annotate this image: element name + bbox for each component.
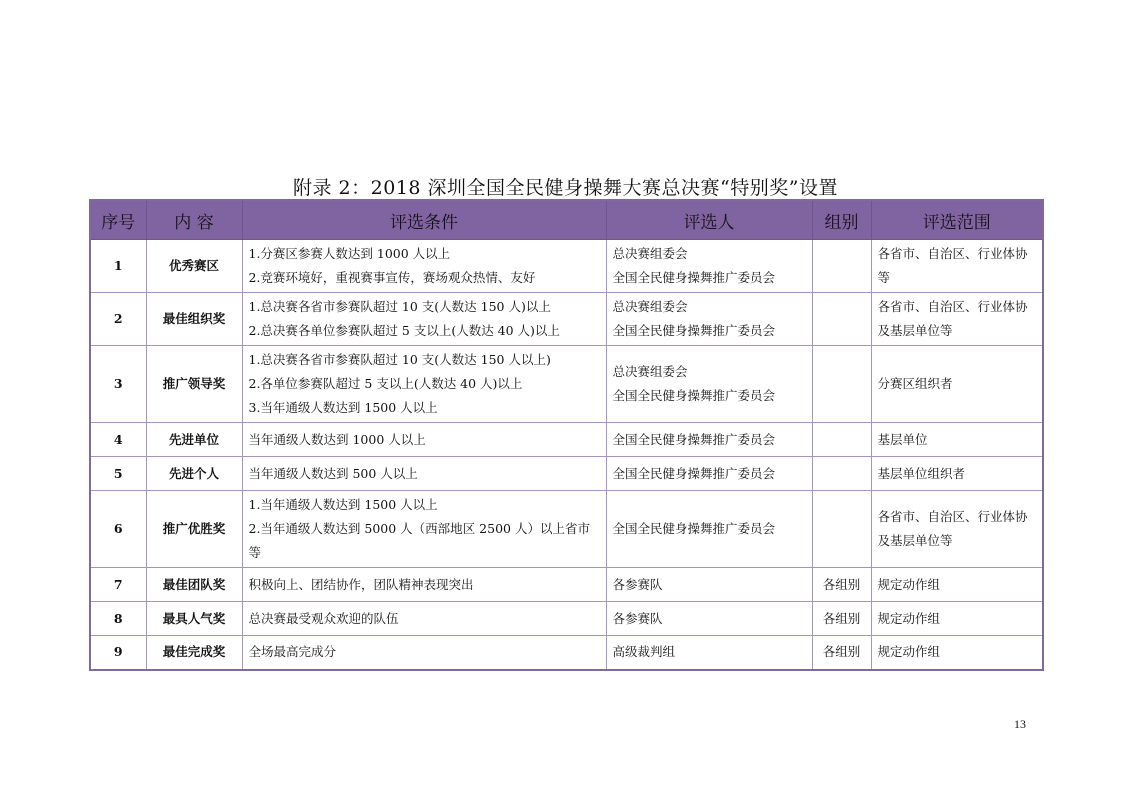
table-header-row: [90, 200, 1043, 240]
award-group: [812, 240, 871, 293]
award-scope: 规定动作组: [871, 568, 1043, 602]
condition-line: 1.分赛区参赛人数达到 1000 人以上: [248, 246, 451, 261]
header-no: 序号: [90, 200, 146, 240]
award-scope: 规定动作组: [871, 602, 1043, 636]
award-group: [812, 491, 871, 568]
condition-line: 3.当年通级人数达到 1500 人以上: [248, 400, 438, 415]
award-name: 推广领导奖: [146, 346, 242, 423]
condition-line: 1.总决赛各省市参赛队超过 10 支(人数达 150 人以上): [248, 352, 551, 367]
award-conditions: [242, 240, 606, 293]
award-group: [812, 423, 871, 457]
condition-line: 1.总决赛各省市参赛队超过 10 支(人数达 150 人)以上: [248, 299, 551, 314]
award-conditions: [242, 602, 606, 636]
award-selectors: [606, 346, 812, 423]
table-row: [90, 457, 1043, 491]
selector-line: 总决赛组委会: [612, 364, 688, 379]
award-group: [812, 457, 871, 491]
award-conditions: [242, 423, 606, 457]
award-conditions: [242, 568, 606, 602]
selector-line: 全国全民健身操舞推广委员会: [612, 521, 776, 536]
award-scope: 各省市、自治区、行业体协及基层单位等: [871, 293, 1043, 346]
selector-line: 全国全民健身操舞推广委员会: [612, 270, 776, 285]
row-number: 7: [90, 568, 146, 602]
award-selectors: [606, 602, 812, 636]
award-conditions: [242, 636, 606, 670]
row-number: 5: [90, 457, 146, 491]
condition-line: 积极向上、团结协作，团队精神表现突出: [248, 576, 474, 592]
award-selectors: [606, 293, 812, 346]
selector-line: 各参赛队: [612, 610, 663, 626]
award-conditions: [242, 491, 606, 568]
award-group: [812, 293, 871, 346]
table-row: [90, 491, 1043, 568]
award-conditions: [242, 457, 606, 491]
condition-line: 全场最高完成分: [248, 644, 337, 660]
document-title: 附录 2：2018 深圳全国全民健身操舞大赛总决赛“特别奖”设置: [293, 177, 838, 199]
table-row: [90, 636, 1043, 670]
award-conditions: [242, 293, 606, 346]
award-selectors: [606, 568, 812, 602]
award-name: 最具人气奖: [146, 602, 242, 636]
header-conditions: 评选条件: [242, 200, 606, 240]
condition-line: 2.竞赛环境好，重视赛事宣传，赛场观众热情、友好: [248, 270, 536, 285]
condition-line: 当年通级人数达到 500 人以上: [248, 465, 418, 481]
selector-line: 全国全民健身操舞推广委员会: [612, 323, 776, 338]
award-scope: 基层单位: [871, 423, 1043, 457]
table-row: [90, 568, 1043, 602]
selector-line: 全国全民健身操舞推广委员会: [612, 388, 776, 403]
award-name: 先进单位: [146, 423, 242, 457]
award-scope: 规定动作组: [871, 636, 1043, 670]
award-selectors: [606, 240, 812, 293]
award-selectors: [606, 491, 812, 568]
award-name: 最佳完成奖: [146, 636, 242, 670]
special-awards-table: [89, 199, 1044, 671]
header-selector: 评选人: [606, 200, 812, 240]
award-group: 各组别: [812, 636, 871, 670]
table-row: [90, 293, 1043, 346]
award-selectors: [606, 457, 812, 491]
selector-line: 全国全民健身操舞推广委员会: [612, 465, 776, 481]
header-content: 内 容: [146, 200, 242, 240]
condition-line: 2.总决赛各单位参赛队超过 5 支以上(人数达 40 人)以上: [248, 323, 560, 338]
award-selectors: [606, 423, 812, 457]
header-scope: 评选范围: [871, 200, 1043, 240]
award-group: [812, 346, 871, 423]
table-row: [90, 602, 1043, 636]
award-group: 各组别: [812, 602, 871, 636]
selector-line: 高级裁判组: [612, 644, 676, 660]
selector-line: 总决赛组委会: [612, 299, 688, 314]
row-number: 8: [90, 602, 146, 636]
row-number: 2: [90, 293, 146, 346]
table-row: [90, 423, 1043, 457]
condition-line: 2.当年通级人数达到 5000 人（西部地区 2500 人）以上省市等: [248, 521, 590, 560]
table-body: [90, 240, 1043, 670]
award-name: 推广优胜奖: [146, 491, 242, 568]
table-row: [90, 240, 1043, 293]
table-row: [90, 346, 1043, 423]
header-group: 组别: [812, 200, 871, 240]
selector-line: 各参赛队: [612, 576, 663, 592]
award-name: 先进个人: [146, 457, 242, 491]
condition-line: 当年通级人数达到 1000 人以上: [248, 431, 426, 447]
row-number: 1: [90, 240, 146, 293]
page-number: 13: [1014, 717, 1026, 731]
award-group: 各组别: [812, 568, 871, 602]
selector-line: 总决赛组委会: [612, 246, 688, 261]
row-number: 3: [90, 346, 146, 423]
award-conditions: [242, 346, 606, 423]
condition-line: 总决赛最受观众欢迎的队伍: [248, 610, 399, 626]
row-number: 9: [90, 636, 146, 670]
award-name: 最佳团队奖: [146, 568, 242, 602]
selector-line: 全国全民健身操舞推广委员会: [612, 431, 776, 447]
row-number: 6: [90, 491, 146, 568]
award-name: 最佳组织奖: [146, 293, 242, 346]
award-scope: 各省市、自治区、行业体协及基层单位等: [871, 491, 1043, 568]
award-scope: 分赛区组织者: [871, 346, 1043, 423]
condition-line: 1.当年通级人数达到 1500 人以上: [248, 497, 438, 512]
row-number: 4: [90, 423, 146, 457]
award-scope: 各省市、自治区、行业体协等: [871, 240, 1043, 293]
condition-line: 2.各单位参赛队超过 5 支以上(人数达 40 人)以上: [248, 376, 523, 391]
award-selectors: [606, 636, 812, 670]
award-scope: 基层单位组织者: [871, 457, 1043, 491]
award-name: 优秀赛区: [146, 240, 242, 293]
